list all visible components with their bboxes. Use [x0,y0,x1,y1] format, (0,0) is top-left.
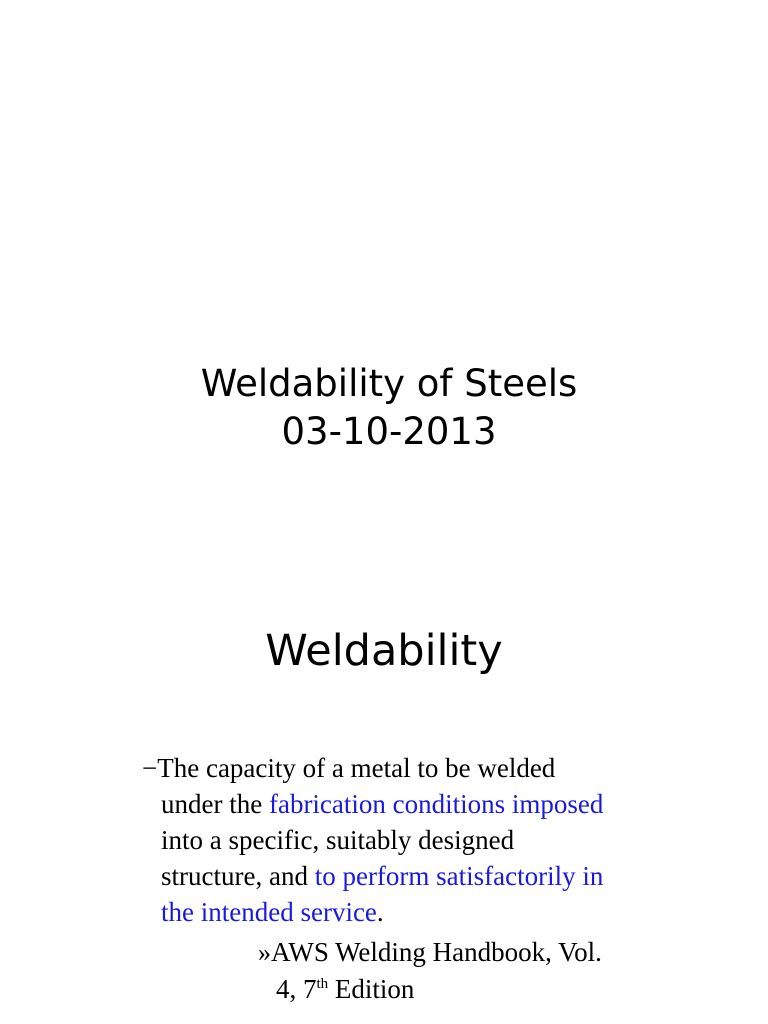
definition-text: The capacity of a metal to be welded [157,753,556,783]
title-line-topic: Weldability of Steels [200,362,578,405]
citation [258,934,678,1007]
highlighted-phrase: the intended service [161,897,377,927]
definition-line [142,750,682,786]
definition-paragraph [142,750,682,930]
ordinal-superscript: th [316,976,329,992]
definition-line [142,894,682,930]
definition-line [142,822,682,858]
definition-line [142,786,682,822]
chevron-bullet: » [258,938,271,967]
citation-text: 4, 7 [276,974,317,1004]
highlighted-phrase: to perform satisfactorily in [314,861,604,891]
citation-text: AWS Welding Handbook, Vol. [271,937,602,967]
highlighted-phrase: fabrication conditions imposed [268,789,604,819]
presentation-title [0,360,768,456]
definition-text: structure, and [161,861,315,891]
citation-line [258,971,678,1007]
citation-text: Edition [328,974,415,1004]
definition-text: . [376,897,384,927]
section-heading: Weldability [265,626,503,676]
definition-line [142,858,682,894]
definition-text: into a specific, suitably designed [161,825,515,855]
citation-line [258,934,678,971]
title-line-date: 03-10-2013 [281,410,497,453]
dash-bullet: − [142,753,158,783]
definition-text: under the [161,789,269,819]
